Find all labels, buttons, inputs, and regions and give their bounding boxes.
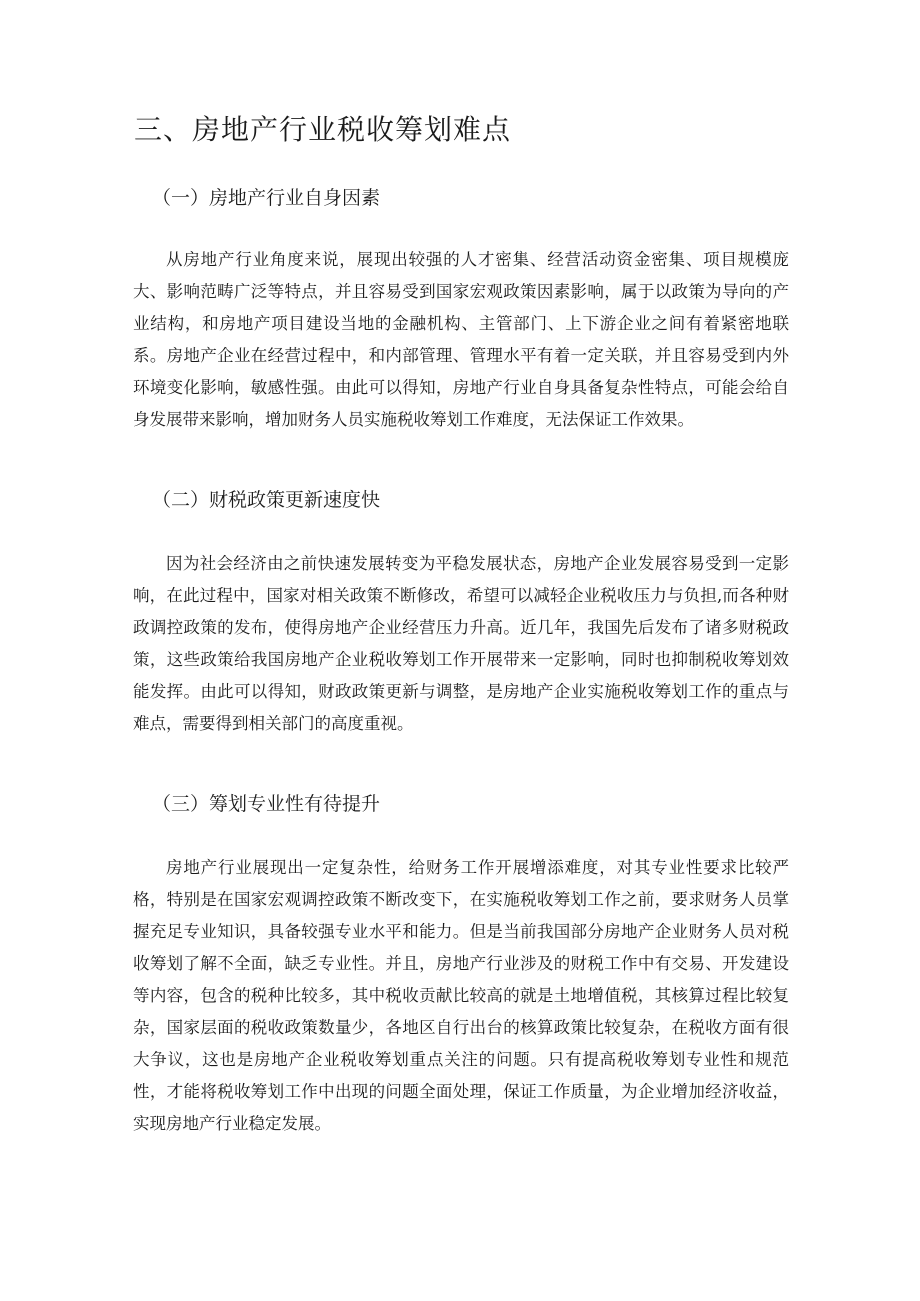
section-heading-2: （二）财税政策更新速度快 (152, 489, 381, 511)
section-heading-3: （三）筹划专业性有待提升 (152, 793, 381, 815)
document-title: 三、房地产行业税收筹划难点 (134, 113, 512, 146)
section-heading-1: （一）房地产行业自身因素 (152, 187, 381, 209)
section-paragraph-2: 因为社会经济由之前快速发展转变为平稳发展状态，房地产企业发展容易受到一定影响，在此过程中，国家对相关政策不断修改，希望可以减轻企业税收压力与负担,而各种财政调控政策的发布，使得房地产企业经营压力升高。近几年，我国先后发布了诸多财税政策，这些政策给我国房地产企业税收筹划工作开展带来一定影响，同时也抑制税收筹划效能发挥。由此可以得知，财政政策更新与调整，是房地产企业实施税收筹划工作的重点与难点，需要得到相关部门的高度重视。 (133, 554, 789, 733)
section-paragraph-3: 房地产行业展现出一定复杂性，给财务工作开展增添难度，对其专业性要求比较严格，特别是在国家宏观调控政策不断改变下，在实施税收筹划工作之前，要求财务人员掌握充足专业知识，具备较强专业水平和能力。但是当前我国部分房地产企业财务人员对税收筹划了解不全面，缺乏专业性。并且，房地产行业涉及的财税工作中有交易、开发建设等内容，包含的税种比较多，其中税收贡献比较高的就是土地增值税，其核算过程比较复杂，国家层面的税收政策数量少，各地区自行出台的核算政策比较复杂，在税收方面有很大争议，这也是房地产企业税收筹划重点关注的问题。只有提高税收筹划专业性和规范性，才能将税收筹划工作中出现的问题全面处理，保证工作质量，为企业增加经济收益，实现房地产行业稳定发展。 (133, 858, 789, 1133)
section-paragraph-1: 从房地产行业角度来说，展现出较强的人才密集、经营活动资金密集、项目规模庞大、影响范畴广泛等特点，并且容易受到国家宏观政策因素影响，属于以政策为导向的产业结构，和房地产项目建设当地的金融机构、主管部门、上下游企业之间有着紧密地联系。房地产企业在经营过程中，和内部管理、管理水平有着一定关联，并且容易受到内外环境变化影响，敏感性强。由此可以得知，房地产行业自身具备复杂性特点，可能会给自身发展带来影响，增加财务人员实施税收筹划工作难度，无法保证工作效果。 (133, 250, 789, 429)
